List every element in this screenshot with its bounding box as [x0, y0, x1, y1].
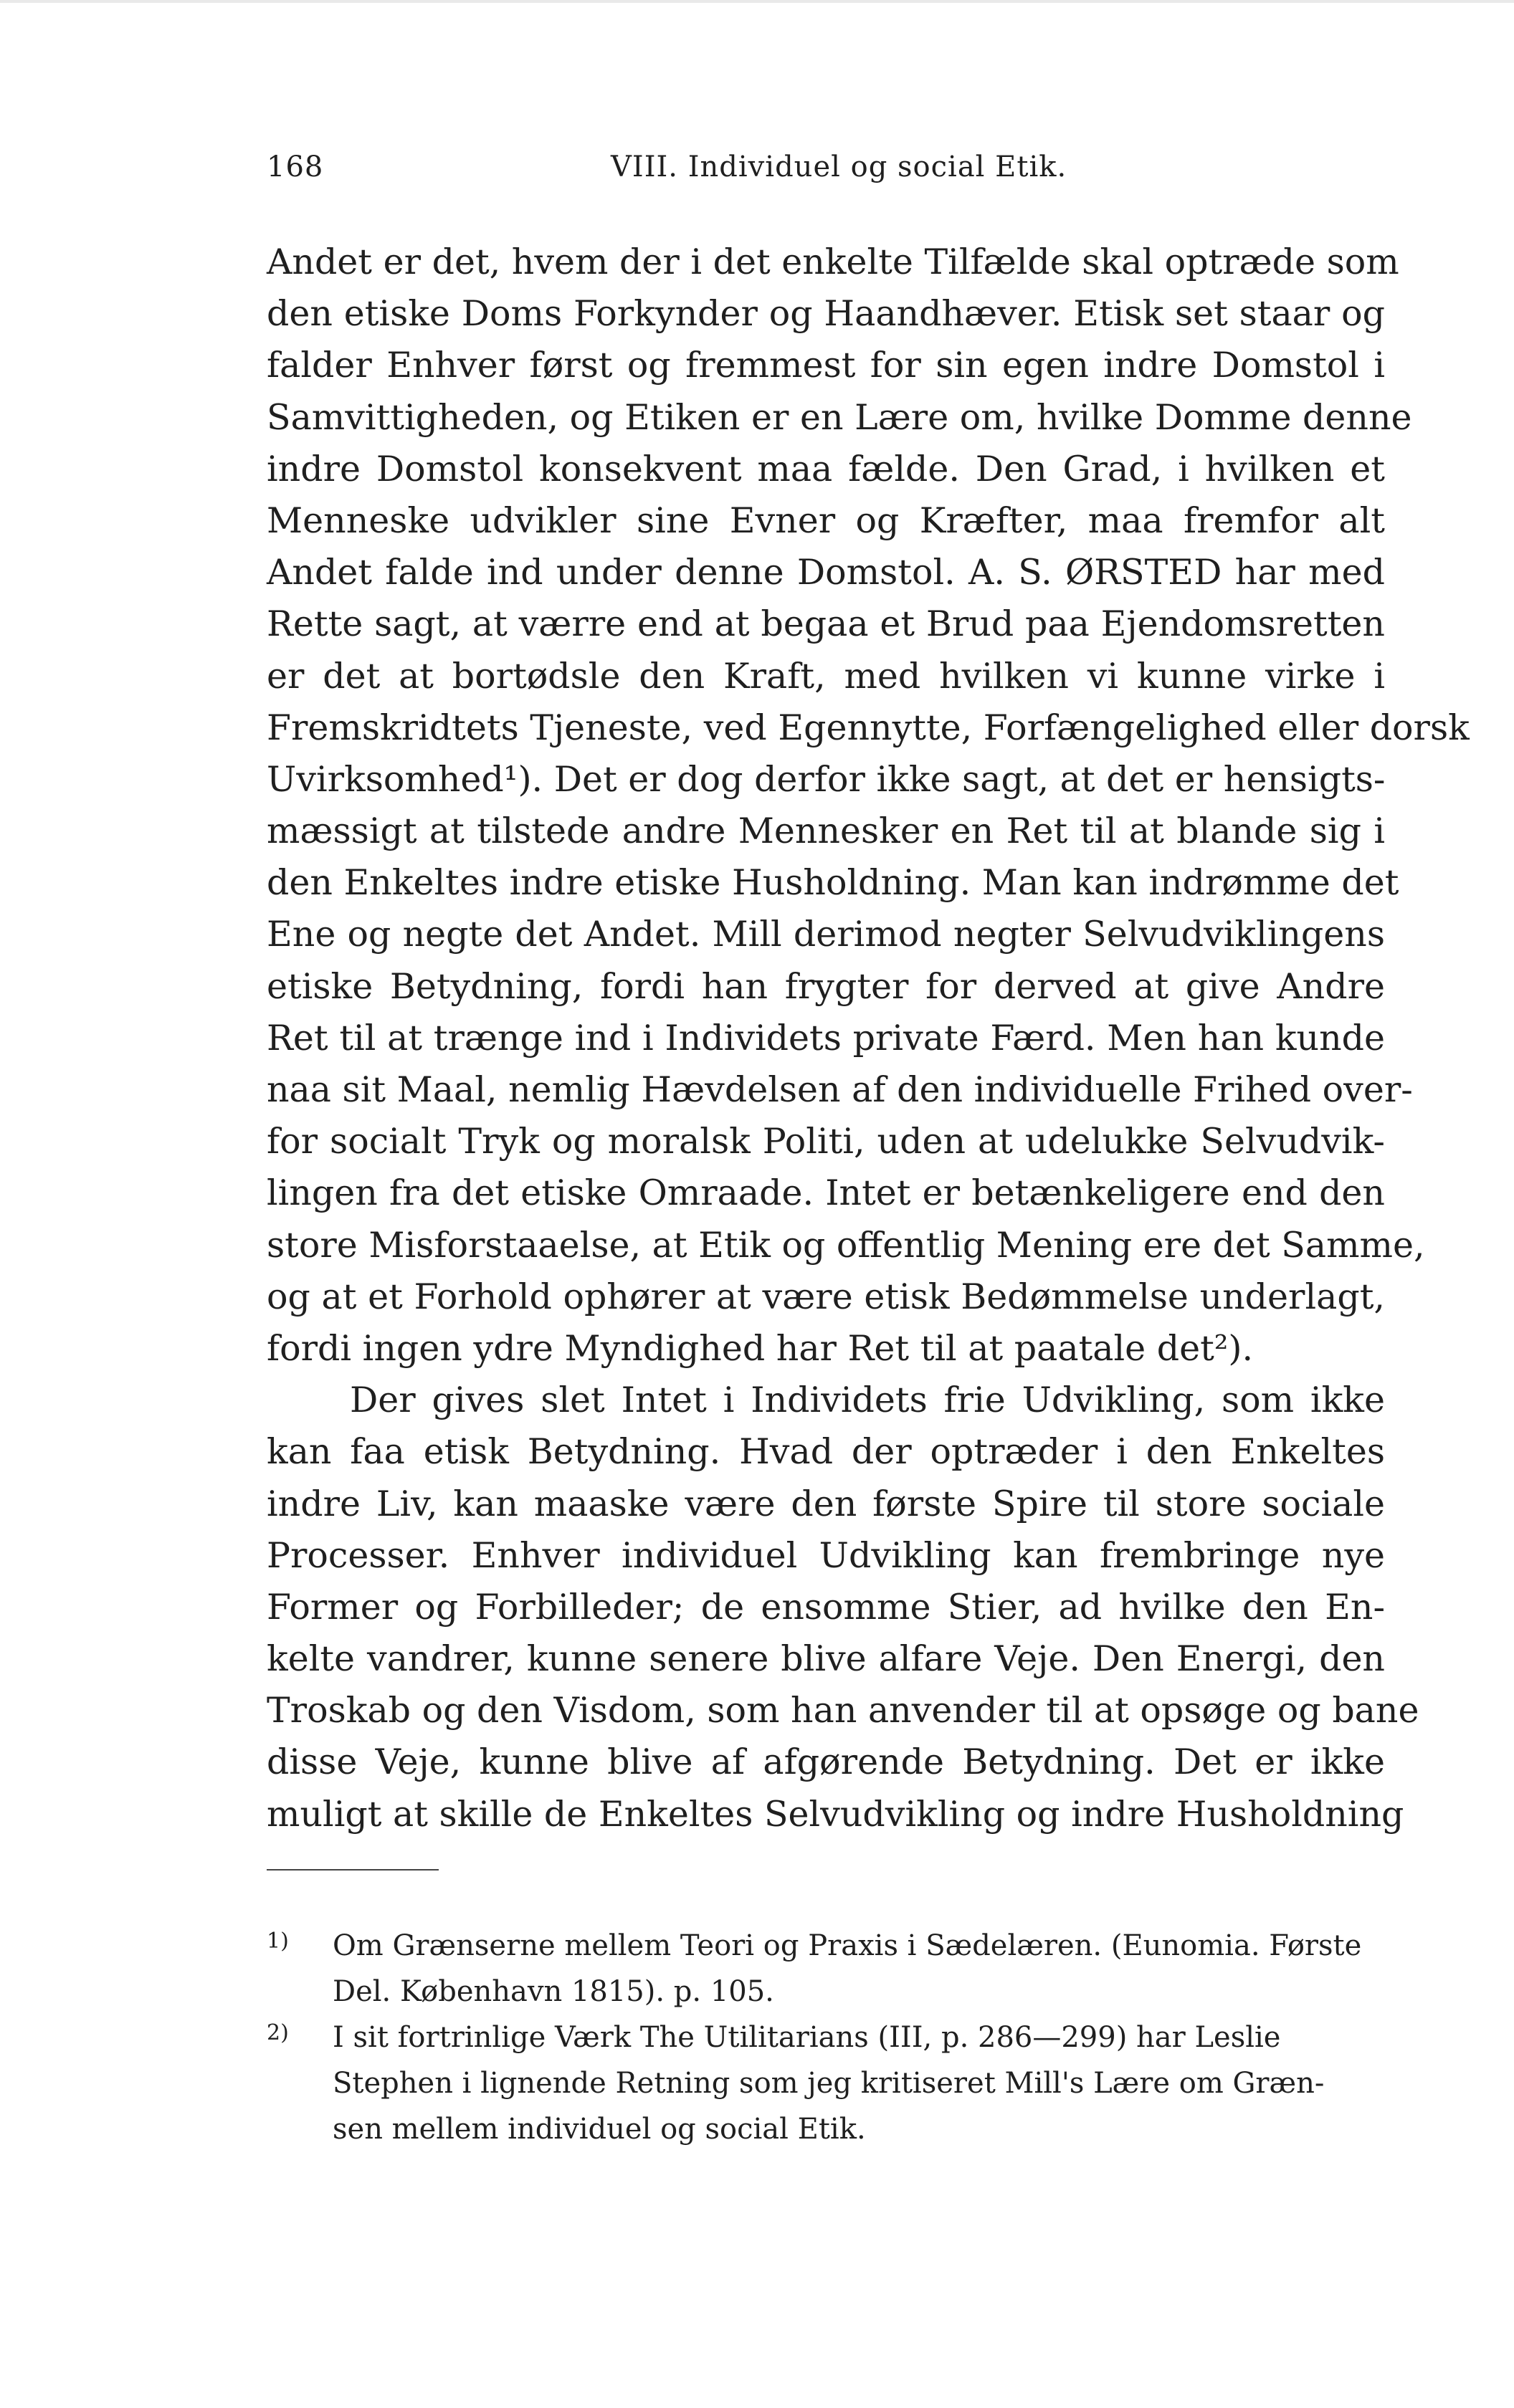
text-line: er det at bortødsle den Kraft, med hvilken vi kunne virke i — [267, 655, 1385, 697]
page-header — [267, 150, 1378, 194]
text-line: etiske Betydning, fordi han frygter for derved at give Andre — [267, 965, 1385, 1007]
text-line: Menneske udvikler sine Evner og Kræfter, maa fremfor alt — [267, 500, 1385, 541]
footnote-text: I sit fortrinlige Værk The Utilitarians (III, p. 286—299) har Leslie — [333, 2021, 1281, 2054]
footnote-divider — [267, 1869, 439, 1870]
footnote-1 — [267, 1923, 1378, 1969]
text-line: Uvirksomhed¹). Det er dog derfor ikke sagt, at det er hensigts- — [267, 758, 1386, 800]
footnotes — [267, 1923, 1378, 2152]
body-text — [267, 236, 1470, 1840]
text-line: naa sit Maal, nemlig Hævdelsen af den individuelle Frihed over- — [267, 1069, 1413, 1110]
text-line: Rette sagt, at værre end at begaa et Brud paa Ejendomsretten — [267, 603, 1385, 645]
text-line: Former og Forbilleder; de ensomme Stier, ad hvilke den En- — [267, 1586, 1385, 1628]
text-line: indre Domstol konsekvent maa fælde. Den Grad, i hvilken et — [267, 448, 1385, 489]
text-line: den etiske Doms Forkynder og Haandhæver. Etisk set staar og — [267, 293, 1385, 335]
text-line: og at et Forhold ophører at være etisk Bedømmelse underlagt, — [267, 1276, 1385, 1317]
footnote-2 — [267, 2015, 1378, 2060]
text-line: disse Veje, kunne blive af afgørende Betydning. Det er ikke — [267, 1742, 1385, 1783]
text-line: fordi ingen ydre Myndighed har Ret til at paatale det²). — [267, 1327, 1254, 1369]
text-line: Andet falde ind under denne Domstol. A. S. ØRSTED har med — [267, 552, 1385, 593]
footnote-text: Stephen i lignende Retning som jeg kritiseret Mill's Lære om Græn- — [333, 2067, 1325, 2100]
text-line: for socialt Tryk og moralsk Politi, uden at udelukke Selvudvik- — [267, 1121, 1385, 1162]
page-number: 168 — [267, 150, 324, 183]
footnote-marker: 2) — [267, 2020, 289, 2045]
text-line: store Misforstaaelse, at Etik og offentlig Mening ere det Samme, — [267, 1224, 1425, 1266]
text-line: falder Enhver først og fremmest for sin egen indre Domstol i — [267, 345, 1385, 386]
text-line: muligt at skille de Enkeltes Selvudvikling og indre Husholdning — [267, 1793, 1404, 1835]
text-line: indre Liv, kan maaske være den første Spire til store sociale — [267, 1483, 1385, 1524]
text-line: Processer. Enhver individuel Udvikling kan frembringe nye — [267, 1534, 1385, 1576]
text-line: lingen fra det etiske Omraade. Intet er betænkeligere end den — [267, 1172, 1385, 1214]
text-line: Ene og negte det Andet. Mill derimod negter Selvudviklingens — [267, 914, 1385, 955]
text-line: Fremskridtets Tjeneste, ved Egennytte, Forfængelighed eller dorsk — [267, 707, 1470, 748]
text-line: kelte vandrer, kunne senere blive alfare Veje. Den Energi, den — [267, 1638, 1385, 1680]
footnote-marker: 1) — [267, 1929, 289, 1954]
text-line: Andet er det, hvem der i det enkelte Tilfælde skal optræde som — [267, 242, 1399, 282]
footnote-text: Om Grænserne mellem Teori og Praxis i Sædelæren. (Eunomia. Første — [333, 1929, 1362, 1962]
running-head: VIII. Individuel og social Etik. — [611, 150, 1067, 183]
text-line: Troskab og den Visdom, som han anvender til at opsøge og bane — [267, 1690, 1419, 1731]
page-top-edge — [0, 0, 1514, 3]
text-line: mæssigt at tilstede andre Mennesker en Ret til at blande sig i — [267, 811, 1385, 852]
paragraph-first-line: Der gives slet Intet i Individets frie Udvikling, som ikke — [350, 1380, 1385, 1421]
footnote-text: sen mellem individuel og social Etik. — [333, 2113, 866, 2146]
text-line: kan faa etisk Betydning. Hvad der optræder i den Enkeltes — [267, 1431, 1385, 1473]
text-line: Samvittigheden, og Etiken er en Lære om, hvilke Domme denne — [267, 396, 1412, 438]
footnote-text: Del. København 1815). p. 105. — [333, 1975, 774, 2008]
text-line: den Enkeltes indre etiske Husholdning. Man kan indrømme det — [267, 862, 1399, 904]
text-line: Ret til at trænge ind i Individets private Færd. Men han kunde — [267, 1017, 1385, 1059]
